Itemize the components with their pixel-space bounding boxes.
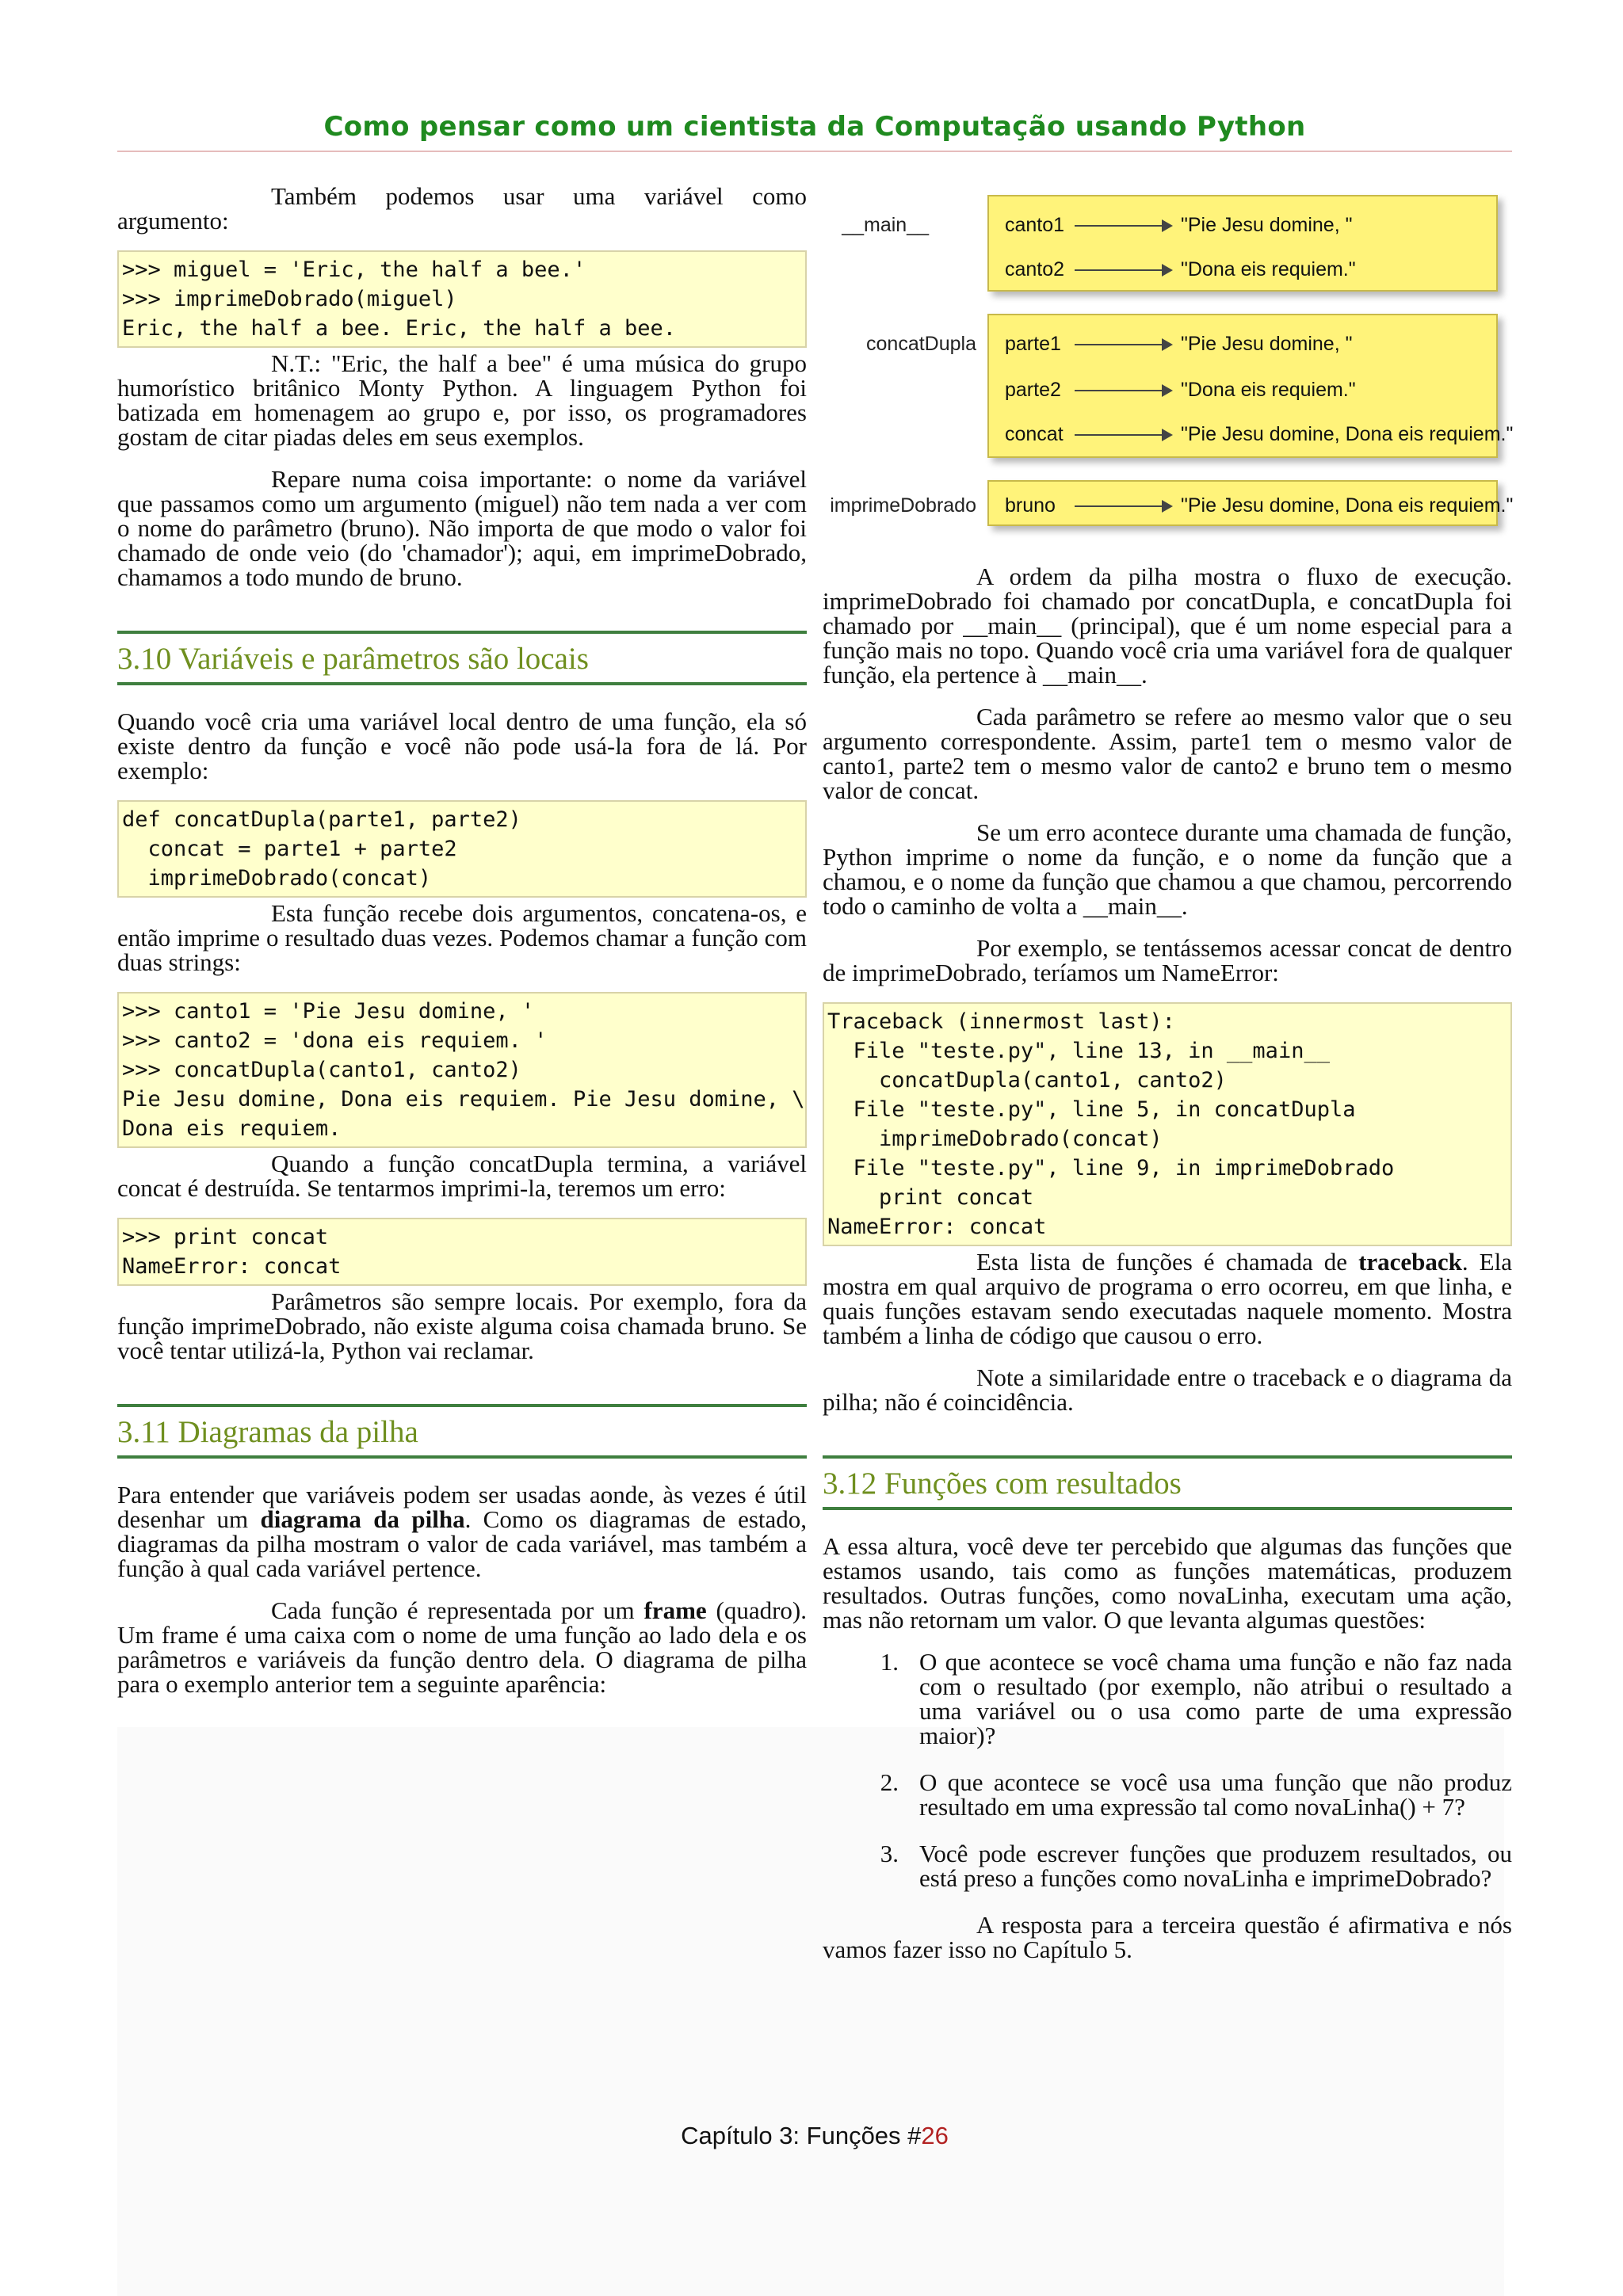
list-text: O que acontece se você usa uma função que não produz resultado em uma expressão tal como novaLinha() + 7?	[919, 1768, 1512, 1821]
list-text: O que acontece se você chama uma função e não faz nada com o resultado (por exemplo, não atribui o resultado a uma variável ou o usa como parte de uma expressão maior)?	[919, 1648, 1512, 1749]
reference-arrow	[1075, 269, 1171, 271]
section-title: 3.11 Diagramas da pilha	[117, 1415, 418, 1449]
paragraph: Note a similaridade entre o traceback e o diagrama da pilha; não é coincidência.	[823, 1363, 1512, 1416]
footer-chapter: Capítulo 3: Funções #	[681, 2122, 922, 2149]
section-heading	[117, 1404, 807, 1459]
paragraph: Quando você cria uma variável local dentro de uma função, ela só existe dentro da função e você não pode usá-la fora de lá. Por exemplo:	[117, 707, 807, 784]
frame-value: "Pie Jesu domine, Dona eis requiem."	[1181, 423, 1514, 445]
paragraph: Também podemos usar uma variável como argumento:	[117, 182, 807, 235]
page-number: 26	[921, 2122, 949, 2149]
paragraph: Cada função é representada por um frame (quadro). Um frame é uma caixa com o nome de uma função ao lado dela e os parâmetros e variáveis da função dentro dela. O diagrama de pilha para o exemplo anterior tem a seguinte aparência:	[117, 1596, 807, 1698]
paragraph: Esta lista de funções é chamada de traceback. Ela mostra em qual arquivo de programa o erro ocorreu, em que linha, e quais funções estavam sendo executadas naquele momento. Mostra também a linha de código que causou o erro.	[823, 1248, 1512, 1349]
paragraph: A ordem da pilha mostra o fluxo de execução. imprimeDobrado foi chamado por concatDupla, e concatDupla foi chamado por __main__ (principal), que é um nome especial para a função mais no topo. Quando você cria uma variável fora de qualquer função, ela pertence à __main__.	[823, 563, 1512, 688]
reference-arrow	[1075, 344, 1171, 345]
term-bold: traceback	[1358, 1248, 1462, 1276]
frame-value: "Pie Jesu domine, "	[1181, 333, 1353, 355]
section-title: 3.10 Variáveis e parâmetros são locais	[117, 642, 589, 676]
frame-label: imprimeDobrado	[830, 494, 976, 517]
paragraph: Repare numa coisa importante: o nome da variável que passamos como um argumento (miguel) não tem nada a ver com o nome do parâmetro (bruno). Não importa de que modo o valor foi chamado de onde veio (do 'chamador'); aqui, em imprimeDobrado, chamamos a todo mundo de bruno.	[117, 465, 807, 591]
numbered-list	[823, 1650, 1512, 1890]
frame-variable: parte1	[1005, 333, 1061, 355]
list-item	[823, 1770, 1512, 1819]
page-footer	[117, 2122, 1512, 2150]
paragraph: Quando a função concatDupla termina, a variável concat é destruída. Se tentarmos imprimi-la, teremos um erro:	[117, 1150, 807, 1202]
paragraph: Cada parâmetro se refere ao mesmo valor que o seu argumento correspondente. Assim, parte1 tem o mesmo valor de canto1, parte2 tem o mesmo valor de canto2 e bruno tem o mesmo valor de concat.	[823, 703, 1512, 804]
frame-variable: concat	[1005, 423, 1064, 445]
section-title: 3.12 Funções com resultados	[823, 1466, 1182, 1501]
code-block: >>> canto1 = 'Pie Jesu domine, ' >>> canto2 = 'dona eis requiem. ' >>> concatDupla(canto1, canto2) Pie Jesu domine, Dona eis requiem. Pie Jesu domine, \ Dona eis requiem.	[117, 992, 807, 1148]
list-number: 1.	[880, 1648, 899, 1676]
right-column	[823, 564, 1512, 1979]
paragraph: Se um erro acontece durante uma chamada de função, Python imprime o nome da função, e o nome da função que a chamou, e o nome da função que chamou a que chamou, percorrendo todo o caminho de volta a __main__.	[823, 818, 1512, 920]
paragraph: Por exemplo, se tentássemos acessar concat de dentro de imprimeDobrado, teríamos um NameError:	[823, 934, 1512, 986]
section-heading	[117, 631, 807, 685]
paragraph: Esta função recebe dois argumentos, concatena-os, e então imprime o resultado duas vezes. Podemos chamar a função com duas strings:	[117, 899, 807, 976]
frame-variable: bruno	[1005, 494, 1056, 517]
frame-value: "Pie Jesu domine, Dona eis requiem."	[1181, 494, 1514, 517]
list-number: 2.	[880, 1768, 899, 1796]
frame-variable: parte2	[1005, 379, 1061, 401]
frame-label: concatDupla	[866, 333, 976, 355]
term-bold: diagrama da pilha	[260, 1505, 465, 1533]
paragraph: A resposta para a terceira questão é afirmativa e nós vamos fazer isso no Capítulo 5.	[823, 1911, 1512, 1963]
code-block: def concatDupla(parte1, parte2) concat = parte1 + parte2 imprimeDobrado(concat)	[117, 800, 807, 898]
frame-value: "Pie Jesu domine, "	[1181, 214, 1353, 236]
list-item	[823, 1841, 1512, 1890]
paragraph: A essa altura, você deve ter percebido que algumas das funções que estamos usando, tais como as funções matemáticas, produzem resultados. Outras funções, como novaLinha, executam uma ação, mas não retornam um valor. O que levanta algumas questões:	[823, 1532, 1512, 1634]
page-header: Como pensar como um cientista da Computação usando Python	[323, 111, 1306, 143]
list-number: 3.	[880, 1840, 899, 1867]
paragraph: Para entender que variáveis podem ser usadas aonde, às vezes é útil desenhar um diagrama da pilha. Como os diagramas de estado, diagramas da pilha mostram o valor de cada variável, mas também a função à qual cada variável pertence.	[117, 1481, 808, 1582]
reference-arrow	[1075, 434, 1171, 436]
frame-value: "Dona eis requiem."	[1181, 379, 1356, 401]
code-block: >>> print concat NameError: concat	[117, 1218, 807, 1286]
paragraph: N.T.: "Eric, the half a bee" é uma música do grupo humorístico britânico Monty Python. A linguagem Python foi batizada em homenagem ao grupo e, por isso, os programadores gostam de citar piadas deles em seus exemplos.	[117, 349, 807, 451]
frame-value: "Dona eis requiem."	[1181, 258, 1356, 280]
code-block: Traceback (innermost last): File "teste.py", line 13, in __main__ concatDupla(canto1, canto2) File "teste.py", line 5, in concatDupla imprimeDobrado(concat) File "teste.py", line 9, in imprimeDobrado print concat NameError: concat	[823, 1002, 1512, 1246]
code-block: >>> miguel = 'Eric, the half a bee.' >>> imprimeDobrado(miguel) Eric, the half a bee. Eric, the half a bee.	[117, 250, 807, 348]
paragraph: Parâmetros são sempre locais. Por exemplo, fora da função imprimeDobrado, não existe alguma coisa chamada bruno. Se você tentar utilizá-la, Python vai reclamar.	[117, 1287, 807, 1364]
list-text: Você pode escrever funções que produzem resultados, ou está preso a funções como novaLinha e imprimeDobrado?	[919, 1840, 1512, 1892]
left-column	[117, 184, 807, 1714]
header-rule	[117, 151, 1512, 152]
section-heading	[823, 1455, 1512, 1510]
frame-variable: canto2	[1005, 258, 1065, 280]
stack-diagram	[824, 195, 1514, 536]
term-bold: frame	[643, 1596, 707, 1624]
reference-arrow	[1075, 225, 1171, 227]
frame-variable: canto1	[1005, 214, 1065, 236]
list-item	[823, 1650, 1512, 1748]
frame-label: __main__	[842, 214, 929, 236]
reference-arrow	[1075, 390, 1171, 391]
reference-arrow	[1075, 505, 1171, 507]
